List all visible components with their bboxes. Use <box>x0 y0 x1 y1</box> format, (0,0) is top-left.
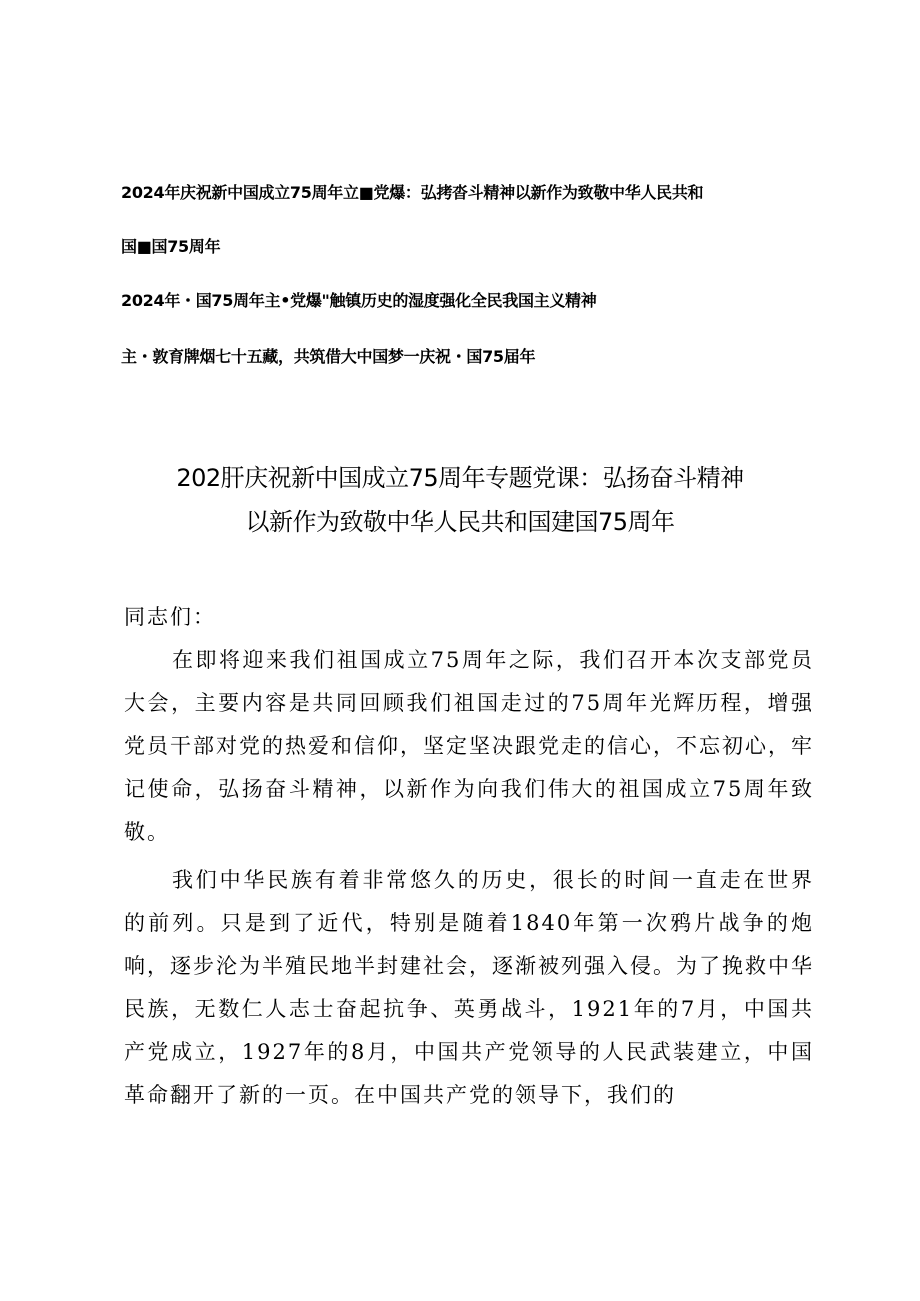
paragraph-2: 我们中华民族有着非常悠久的历史，很长的时间一直走在世界的前列。只是到了近代，特别是随着1840年第一次鸦片战争的炮响，逐步沦为半殖民地半封建社会，逐渐被列强入侵。为了挽救中华民族，无数仁人志士奋起抗争、英勇战斗，1921年的7月，中国共产党成立，1927年的8月，中国共产党领导的人民武装建立，中国革命翻开了新的一页。在中国共产党的领导下，我们的 <box>124 868 814 1107</box>
toc-entry-1-continued: 国■国75周年 <box>121 237 221 256</box>
toc-entry-2-continued: 主・敦育牌烟七十五藏，共筑借大中国梦一庆祝・国75届年 <box>121 347 536 366</box>
document-body <box>124 596 814 1117</box>
salutation: 同志们： <box>124 605 216 629</box>
paragraph-1: 在即将迎来我们祖国成立75周年之际，我们召开本次支部党员大会，主要内容是共同回顾我们祖国走过的75周年光辉历程，增强党员干部对党的热爱和信仰，坚定坚决跟党走的信心，不忘初心，牢记使命，弘扬奋斗精神，以新作为向我们伟大的祖国成立75周年致敬。 <box>124 648 814 844</box>
toc-entry-1: 2024年庆祝新中国成立75周年立■党爆：弘拷沓斗精神以新作为致敬中华人民共和 <box>121 183 704 202</box>
title-line-2: 以新作为致敬中华人民共和国建国75周年 <box>245 508 675 536</box>
title-line-1: 202肝庆祝新中国成立75周年专题党课：弘扬奋斗精神 <box>176 464 744 492</box>
toc-entry-2: 2024年・国75周年主•党爆"触镇历史的湿度强化全民我国主义精神 <box>121 291 597 310</box>
document-title <box>0 456 920 544</box>
